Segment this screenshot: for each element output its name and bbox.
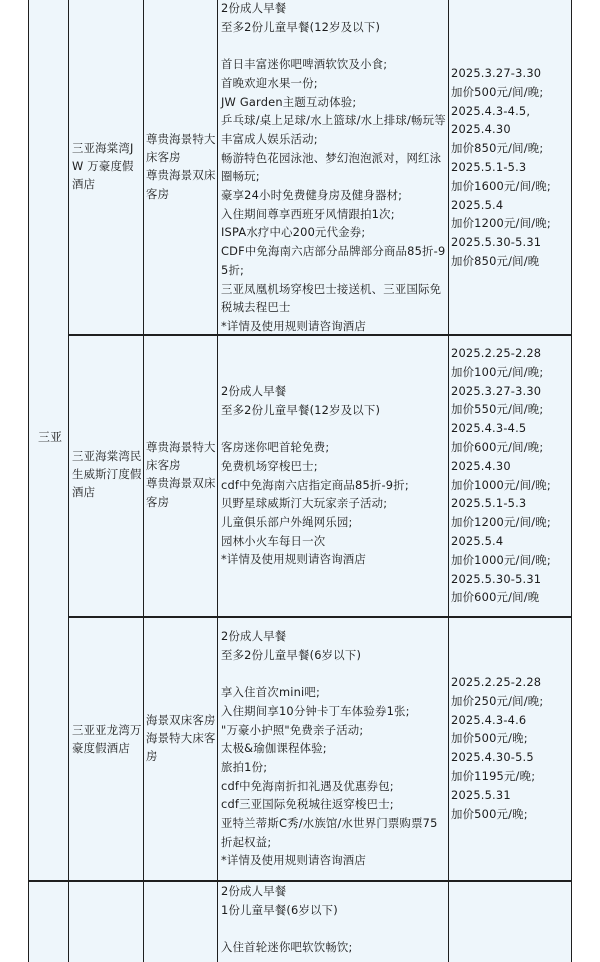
hotel-benefits: 2份成人早餐 至多2份儿童早餐(12岁及以下) 客房迷你吧首轮免费; 免费机场穿梭巴士; cdf中免海南六店指定商品85折-9折; 贝野星球威斯汀大玩家亲子活动; 儿童俱乐部户外绳网乐园; 园林小火车每日一次 *详情及使用规则请咨询酒店: [221, 384, 409, 567]
room-types: 尊贵海景特大床客房 尊贵海景双床客房: [146, 440, 216, 509]
row-divider: [68, 616, 572, 618]
price-surcharges: 2025.2.25-2.28 加价100元/间/晚; 2025.3.27-3.30 加价550元/间/晚; 2025.4.3-4.5 加价600元/间/晚; 2025.4.30 加价1000元/间/晚; 2025.5.1-5.3 加价1200元/间/晚; 2025.5.4 加价1000元/间/晚; 2025.5.30-5.31 加价600元/间/晚: [451, 346, 551, 605]
column-divider: [143, 0, 144, 962]
hotel-name: 三亚海棠湾JW 万豪度假酒店: [72, 141, 134, 192]
room-types: 尊贵海景特大床客房 尊贵海景双床客房: [146, 132, 216, 201]
column-divider: [448, 0, 449, 962]
column-divider: [68, 0, 69, 962]
hotel-name: 三亚亚龙湾万豪度假酒店: [72, 723, 142, 756]
room-types: 海景双床客房 海景特大床客房: [146, 713, 216, 764]
price-surcharges: 2025.3.27-3.30 加价500元/间/晚; 2025.4.3-4.5, 2025.4.30 加价850元/间/晚; 2025.5.1-5.3 加价1600元/间/晚; 2025.5.4 加价1200元/间/晚; 2025.5.30-5.31 加价850元/间/晚: [451, 66, 551, 268]
price-surcharges: 2025.2.25-2.28 加价250元/间/晚; 2025.4.3-4.6 加价500元/晚; 2025.4.30-5.5 加价1195元/晚; 2025.5.31 加价500元/晚;: [451, 675, 544, 821]
column-divider: [571, 0, 572, 962]
hotel-benefits: 2份成人早餐 至多2份儿童早餐(12岁及以下) 首日丰富迷你吧啤酒软饮及小食; 首晚欢迎水果一份; JW Garden主题互动体验; 乒乓球/桌上足球/水上篮球/水上排球/畅玩等丰富成人娱乐活动; 畅游特色花园泳池、梦幻泡泡派对，网红泳圈畅玩; 豪享24小时免费健身房及健身器材; 入住期间尊享西班牙风情跟拍1次; ISPA水疗中心200元代金券; CDF中免海南六店部分品牌部分商品85折-95折; 三亚凤凰机场穿梭巴士接送机、三亚国际免税城去程巴士 *详情及使用规则请咨询酒店: [221, 1, 446, 333]
hotel-benefits: 2份成人早餐 1份儿童早餐(6岁以下) 入住首轮迷你吧软饮畅饮;: [221, 884, 353, 955]
hotel-offer-table: [28, 0, 572, 962]
hotel-benefits: 2份成人早餐 至多2份儿童早餐(6岁以下) 享入住首次mini吧; 入住期间享10分钟卡丁车体验券1张; "万豪小护照"免费亲子活动; 太极&瑜伽课程体验; 旅拍1份; cdf中免海南折扣礼遇及优惠券包; cdf三亚国际免税城往返穿梭巴士; 亚特兰蒂斯C秀/水族馆/水世界门票购票75折起权益; *详情及使用规则请咨询酒店: [221, 629, 438, 868]
column-divider: [28, 0, 29, 962]
hotel-name: 三亚海棠湾民生威斯汀度假酒店: [72, 449, 142, 500]
region-label: 三亚: [38, 430, 63, 444]
